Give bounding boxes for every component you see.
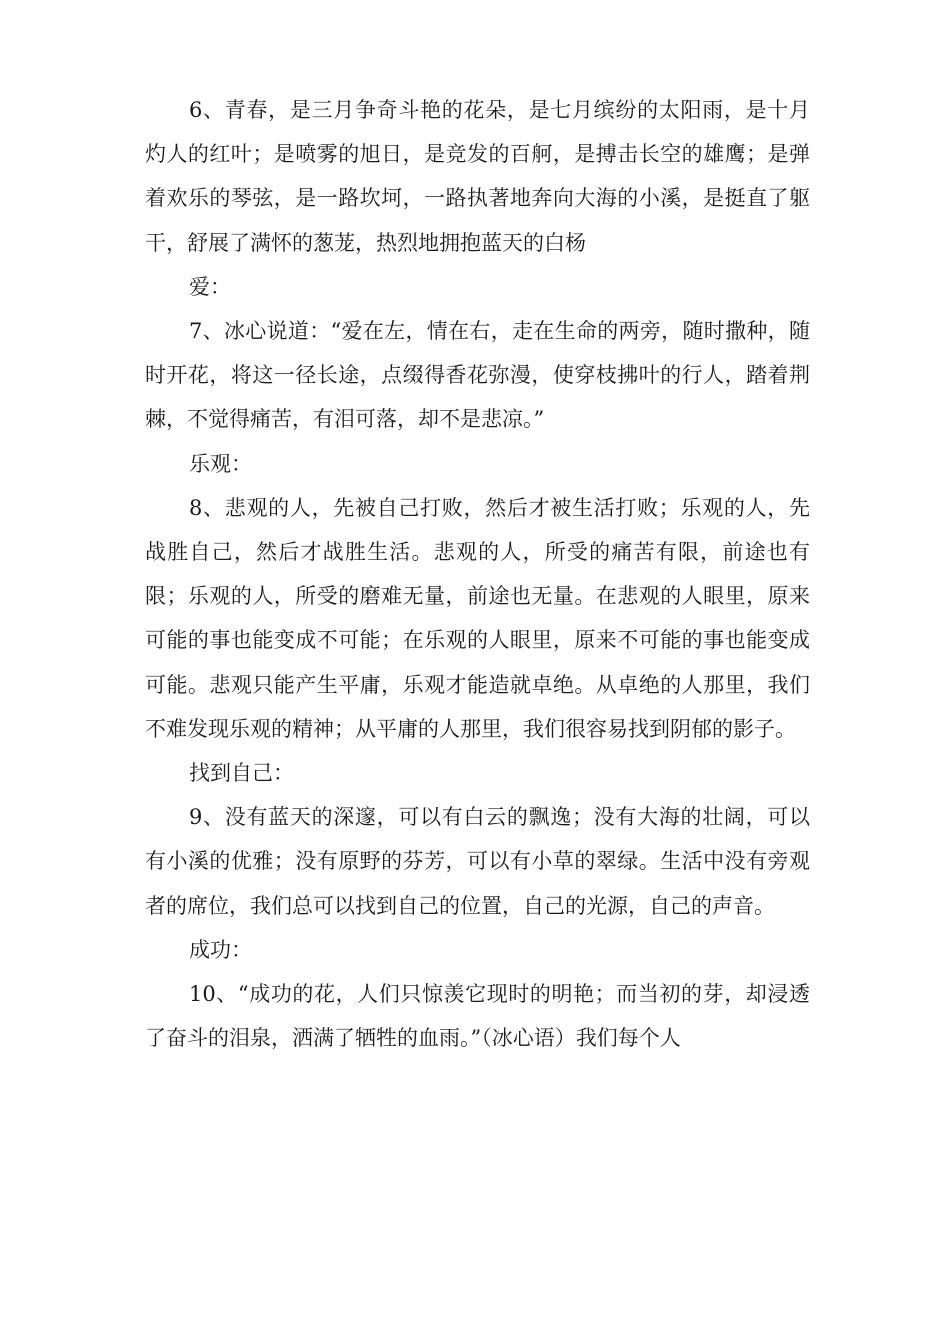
- heading-success: 成功：: [189, 937, 252, 962]
- heading-find-yourself: 找到自己：: [189, 761, 294, 786]
- paragraph-6-youth: 6、青春，是三月争奇斗艳的花朵，是七月缤纷的太阳雨，是十月灼人的红叶；是喷雾的旭日，是竞发的百舸，是搏击长空的雄鹰；是弹着欢乐的琴弦，是一路坎坷，一路执著地奔向大海的小溪，是挺直了躯干，舒展了满怀的葱茏，热烈地拥抱蓝天的白杨: [145, 98, 810, 255]
- paragraph-9-find-yourself: 9、没有蓝天的深邃，可以有白云的飘逸；没有大海的壮阔，可以有小溪的优雅；没有原野的芬芳，可以有小草的翠绿。生活中没有旁观者的席位，我们总可以找到自己的位置，自己的光源，自己的声音。: [145, 805, 810, 918]
- heading-optimism: 乐观：: [189, 451, 252, 476]
- heading-love: 爱：: [189, 274, 231, 299]
- document-body: [145, 88, 810, 1060]
- paragraph-7-bingxin-love: 7、冰心说道：“爱在左，情在右，走在生命的两旁，随时撒种，随时开花，将这一径长途，点缀得香花弥漫，使穿枝拂叶的行人，踏着荆棘，不觉得痛苦，有泪可落，却不是悲凉。”: [145, 319, 810, 432]
- paragraph-10-success: 10、“成功的花，人们只惊羡它现时的明艳；而当初的芽，却浸透了奋斗的泪泉，洒满了牺牲的血雨。”（冰心语）我们每个人: [145, 982, 810, 1051]
- paragraph-8-optimism: 8、悲观的人，先被自己打败，然后才被生活打败；乐观的人，先战胜自己，然后才战胜生活。悲观的人，所受的痛苦有限，前途也有限；乐观的人，所受的磨难无量，前途也无量。在悲观的人眼里，原来可能的事也能变成不可能；在乐观的人眼里，原来不可能的事也能变成可能。悲观只能产生平庸，乐观才能造就卓绝。从卓绝的人那里，我们不难发现乐观的精神；从平庸的人那里，我们很容易找到阴郁的影子。: [145, 495, 810, 741]
